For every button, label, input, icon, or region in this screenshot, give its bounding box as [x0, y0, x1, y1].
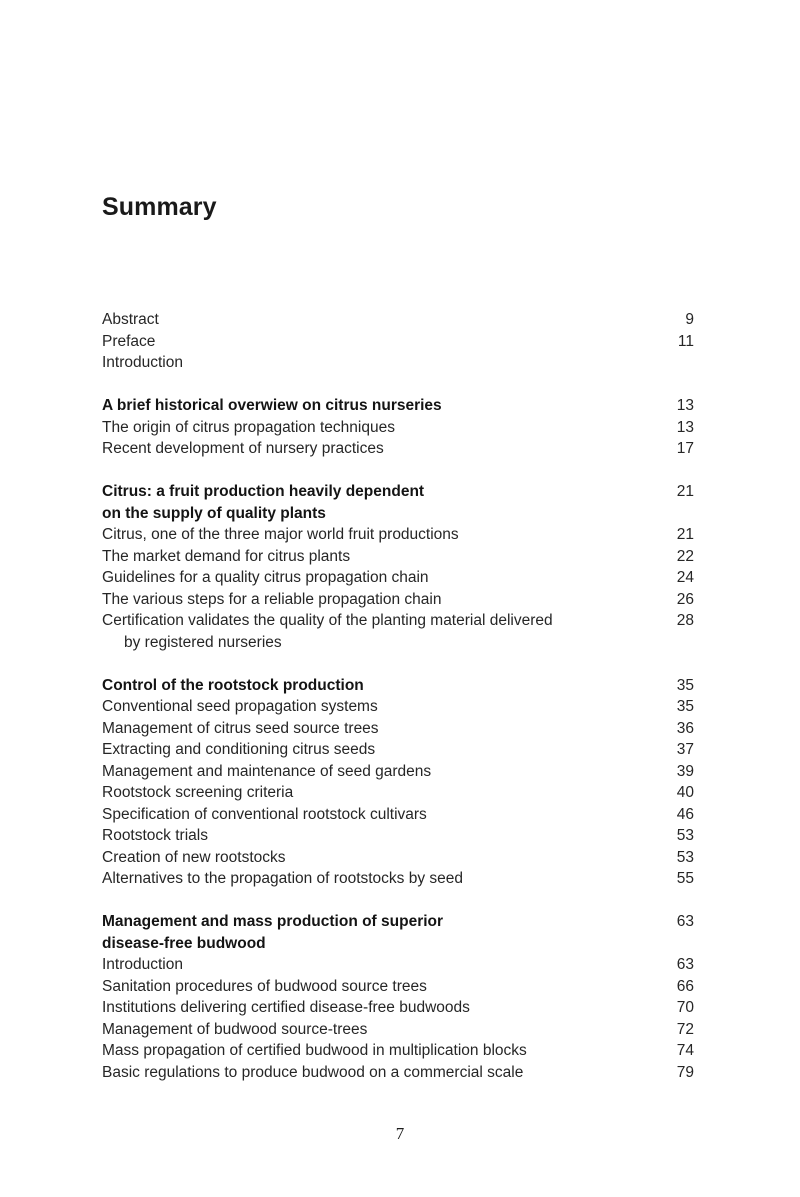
toc-entry-page: 35 — [676, 676, 694, 694]
toc-entry-title: Basic regulations to produce budwood on a commercial scale — [102, 1063, 524, 1081]
toc-entry-title: Conventional seed propagation systems — [102, 698, 378, 715]
toc-entry-title: The origin of citrus propagation techniques — [102, 418, 395, 436]
toc-entry-title: Abstract — [102, 311, 159, 328]
toc-entry-title: Alternatives to the propagation of rootstocks by seed — [102, 870, 464, 887]
toc-entry-page: 55 — [676, 870, 694, 887]
toc-entry — [102, 804, 694, 826]
toc-entry — [102, 610, 694, 632]
toc-section-heading — [102, 933, 694, 955]
toc-section-heading — [102, 503, 694, 525]
toc-entry-page: 24 — [676, 569, 694, 586]
toc-entry — [102, 632, 694, 654]
toc-entry — [102, 589, 694, 611]
toc-entry — [102, 1019, 694, 1041]
toc-entry-page: 26 — [676, 590, 694, 608]
toc-entry-title: Institutions delivering certified disease-free budwoods — [102, 999, 470, 1016]
toc-entry-title: Certification validates the quality of the planting material delivered — [102, 612, 553, 629]
toc-entry-title: Rootstock trials — [102, 827, 208, 844]
toc-entry-title: Introduction — [102, 956, 183, 973]
toc-entry-title: Citrus, one of the three major world fruit productions — [102, 526, 459, 543]
table-of-contents — [102, 309, 694, 1083]
page-number: 7 — [395, 1124, 405, 1143]
toc-entry-page: 13 — [676, 418, 694, 436]
toc-entry — [102, 331, 694, 353]
toc-entry-page: 22 — [676, 547, 694, 565]
toc-section-heading — [102, 395, 694, 417]
toc-entry-title: by registered nurseries — [124, 633, 282, 651]
toc-entry-page: 79 — [676, 1063, 694, 1081]
toc-entry-page: 70 — [676, 999, 694, 1016]
toc-entry-title: Rootstock screening criteria — [102, 784, 294, 801]
toc-entry-title: Sanitation procedures of budwood source trees — [102, 977, 427, 995]
toc-entry-page: 28 — [676, 612, 694, 629]
toc-entry-title: The various steps for a reliable propagation chain — [102, 590, 442, 608]
toc-entry-title: Mass propagation of certified budwood in multiplication blocks — [102, 1042, 527, 1059]
toc-entry-page: 72 — [676, 1020, 694, 1038]
toc-entry-page: 9 — [685, 311, 694, 328]
toc-entry-page: 63 — [676, 956, 694, 973]
toc-entry — [102, 417, 694, 439]
toc-entry-title: Guidelines for a quality citrus propagation chain — [102, 569, 429, 586]
toc-entry-page: 37 — [676, 741, 694, 758]
toc-entry-title: Introduction — [102, 354, 183, 371]
toc-entry-title: Recent development of nursery practices — [102, 440, 384, 457]
toc-entry-page: 36 — [676, 719, 694, 737]
toc-entry-title: Creation of new rootstocks — [102, 848, 286, 866]
toc-entry-title: Citrus: a fruit production heavily dependent — [102, 483, 425, 500]
toc-entry-page: 53 — [676, 827, 694, 844]
toc-entry-title: Extracting and conditioning citrus seeds — [102, 741, 376, 758]
toc-entry-title: Specification of conventional rootstock cultivars — [102, 805, 427, 823]
toc-entry-page: 63 — [676, 913, 694, 930]
toc-entry-title: Management and mass production of superior — [102, 913, 444, 930]
page-title: Summary — [102, 193, 217, 221]
toc-entry — [102, 825, 694, 847]
toc-entry — [102, 847, 694, 869]
toc-entry-title: Management and maintenance of seed gardens — [102, 762, 432, 780]
toc-entry — [102, 1062, 694, 1084]
toc-entry — [102, 567, 694, 589]
toc-entry — [102, 997, 694, 1019]
toc-entry-page: 17 — [676, 440, 694, 457]
toc-entry-title: Preface — [102, 332, 156, 350]
toc-entry-title: The market demand for citrus plants — [102, 547, 351, 565]
toc-entry-page: 35 — [676, 698, 694, 715]
toc-entry — [102, 1040, 694, 1062]
toc-entry-page: 13 — [676, 397, 694, 414]
toc-entry-page: 74 — [676, 1042, 694, 1059]
toc-section-heading — [102, 911, 694, 933]
toc-entry-page: 39 — [676, 762, 694, 780]
section-gap — [102, 890, 694, 912]
toc-entry — [102, 761, 694, 783]
toc-section-heading — [102, 481, 694, 503]
toc-entry — [102, 954, 694, 976]
toc-entry-title: disease-free budwood — [102, 934, 266, 952]
toc-entry — [102, 352, 694, 374]
toc-entry-page: 21 — [676, 483, 694, 500]
toc-entry — [102, 546, 694, 568]
toc-section-heading — [102, 675, 694, 697]
toc-entry-page: 40 — [676, 784, 694, 801]
toc-entry — [102, 976, 694, 998]
toc-entry-title: Control of the rootstock production — [102, 676, 364, 694]
toc-entry-page: 46 — [676, 805, 694, 823]
toc-entry-page: 11 — [677, 332, 694, 350]
section-gap — [102, 653, 694, 675]
toc-entry — [102, 718, 694, 740]
toc-entry-page: 66 — [676, 977, 694, 995]
toc-entry — [102, 438, 694, 460]
toc-entry — [102, 309, 694, 331]
toc-entry-title: A brief historical overwiew on citrus nurseries — [102, 397, 442, 414]
toc-entry-page: 21 — [676, 526, 694, 543]
section-gap — [102, 460, 694, 482]
toc-entry — [102, 739, 694, 761]
toc-entry-title: Management of citrus seed source trees — [102, 719, 379, 737]
toc-entry — [102, 696, 694, 718]
toc-entry-page: 53 — [676, 848, 694, 866]
toc-entry — [102, 782, 694, 804]
toc-entry — [102, 868, 694, 890]
toc-entry-title: on the supply of quality plants — [102, 504, 326, 522]
toc-entry-title: Management of budwood source-trees — [102, 1020, 368, 1038]
section-gap — [102, 374, 694, 396]
toc-entry — [102, 524, 694, 546]
